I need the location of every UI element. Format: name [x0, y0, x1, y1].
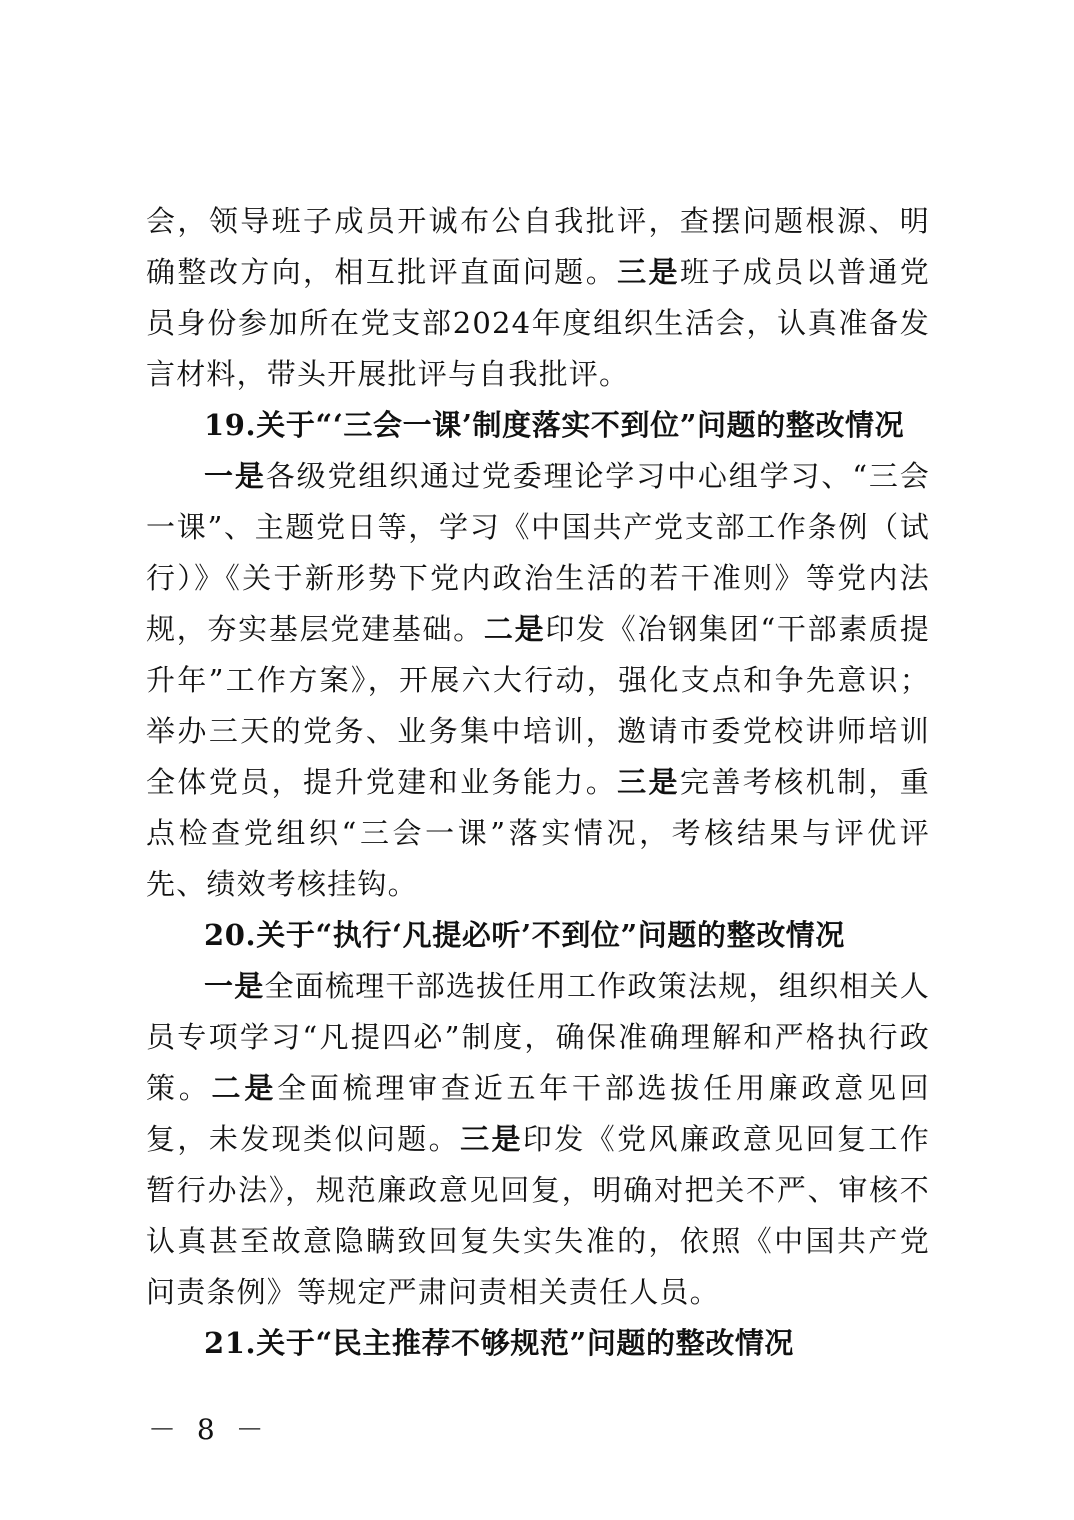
section-heading: 20.关于“执行‘凡提必听’不到位”问题的整改情况	[204, 918, 846, 952]
lead-phrase: 三是	[460, 1122, 523, 1156]
lead-phrase: 三是	[617, 765, 680, 799]
lead-phrase: 二是	[211, 1071, 278, 1105]
lead-phrase: 二是	[483, 612, 546, 646]
paragraph-text: 会，领导班子成员开诚布公自我批评，查摆问题根源、明确整改方向，相互批评直面问题。	[146, 204, 930, 289]
paragraph-text: 完善考核机制，重点检查党组织“三会一课”落实情况，考核结果与评优评先、绩效考核挂钩。	[146, 765, 930, 901]
paragraph-text: 印发《冶钢集团“干部素质提升年”工作方案》，开展六大行动，强化支点和争先意识；举办三天的党务、业务集中培训，邀请市委党校讲师培训全体党员，提升党建和业务能力。	[146, 612, 930, 799]
page-number: － 8 －	[148, 1413, 270, 1446]
body-paragraph	[146, 961, 930, 1318]
section-heading: 19.关于“‘三会一课’制度落实不到位”问题的整改情况	[204, 408, 905, 442]
lead-phrase: 一是	[204, 459, 266, 493]
section-heading: 21.关于“民主推荐不够规范”问题的整改情况	[204, 1326, 795, 1360]
document-body	[146, 196, 930, 1369]
paragraph-text: 全面梳理审查近五年干部选拔任用廉政意见回复，未发现类似问题。	[146, 1071, 930, 1156]
paragraph-text: 全面梳理干部选拔任用工作政策法规，组织相关人员专项学习“凡提四必”制度，确保准确理解和严格执行政策。	[146, 969, 931, 1105]
body-paragraph	[146, 451, 930, 910]
body-paragraph	[146, 196, 930, 400]
paragraph-text: 印发《党风廉政意见回复工作暂行办法》，规范廉政意见回复，明确对把关不严、审核不认真甚至故意隐瞒致回复失实失准的，依照《中国共产党问责条例》等规定严肃问责相关责任人员。	[146, 1122, 930, 1309]
lead-phrase: 一是	[204, 969, 265, 1003]
lead-phrase: 三是	[617, 255, 680, 289]
paragraph-text: 班子成员以普通党员身份参加所在党支部2024年度组织生活会，认真准备发言材料，带头开展批评与自我批评。	[146, 255, 930, 391]
paragraph-text: 各级党组织通过党委理论学习中心组学习、“三会一课”、主题党日等，学习《中国共产党支部工作条例（试行）》《关于新形势下党内政治生活的若干准则》等党内法规，夯实基层党建基础。	[146, 459, 931, 646]
